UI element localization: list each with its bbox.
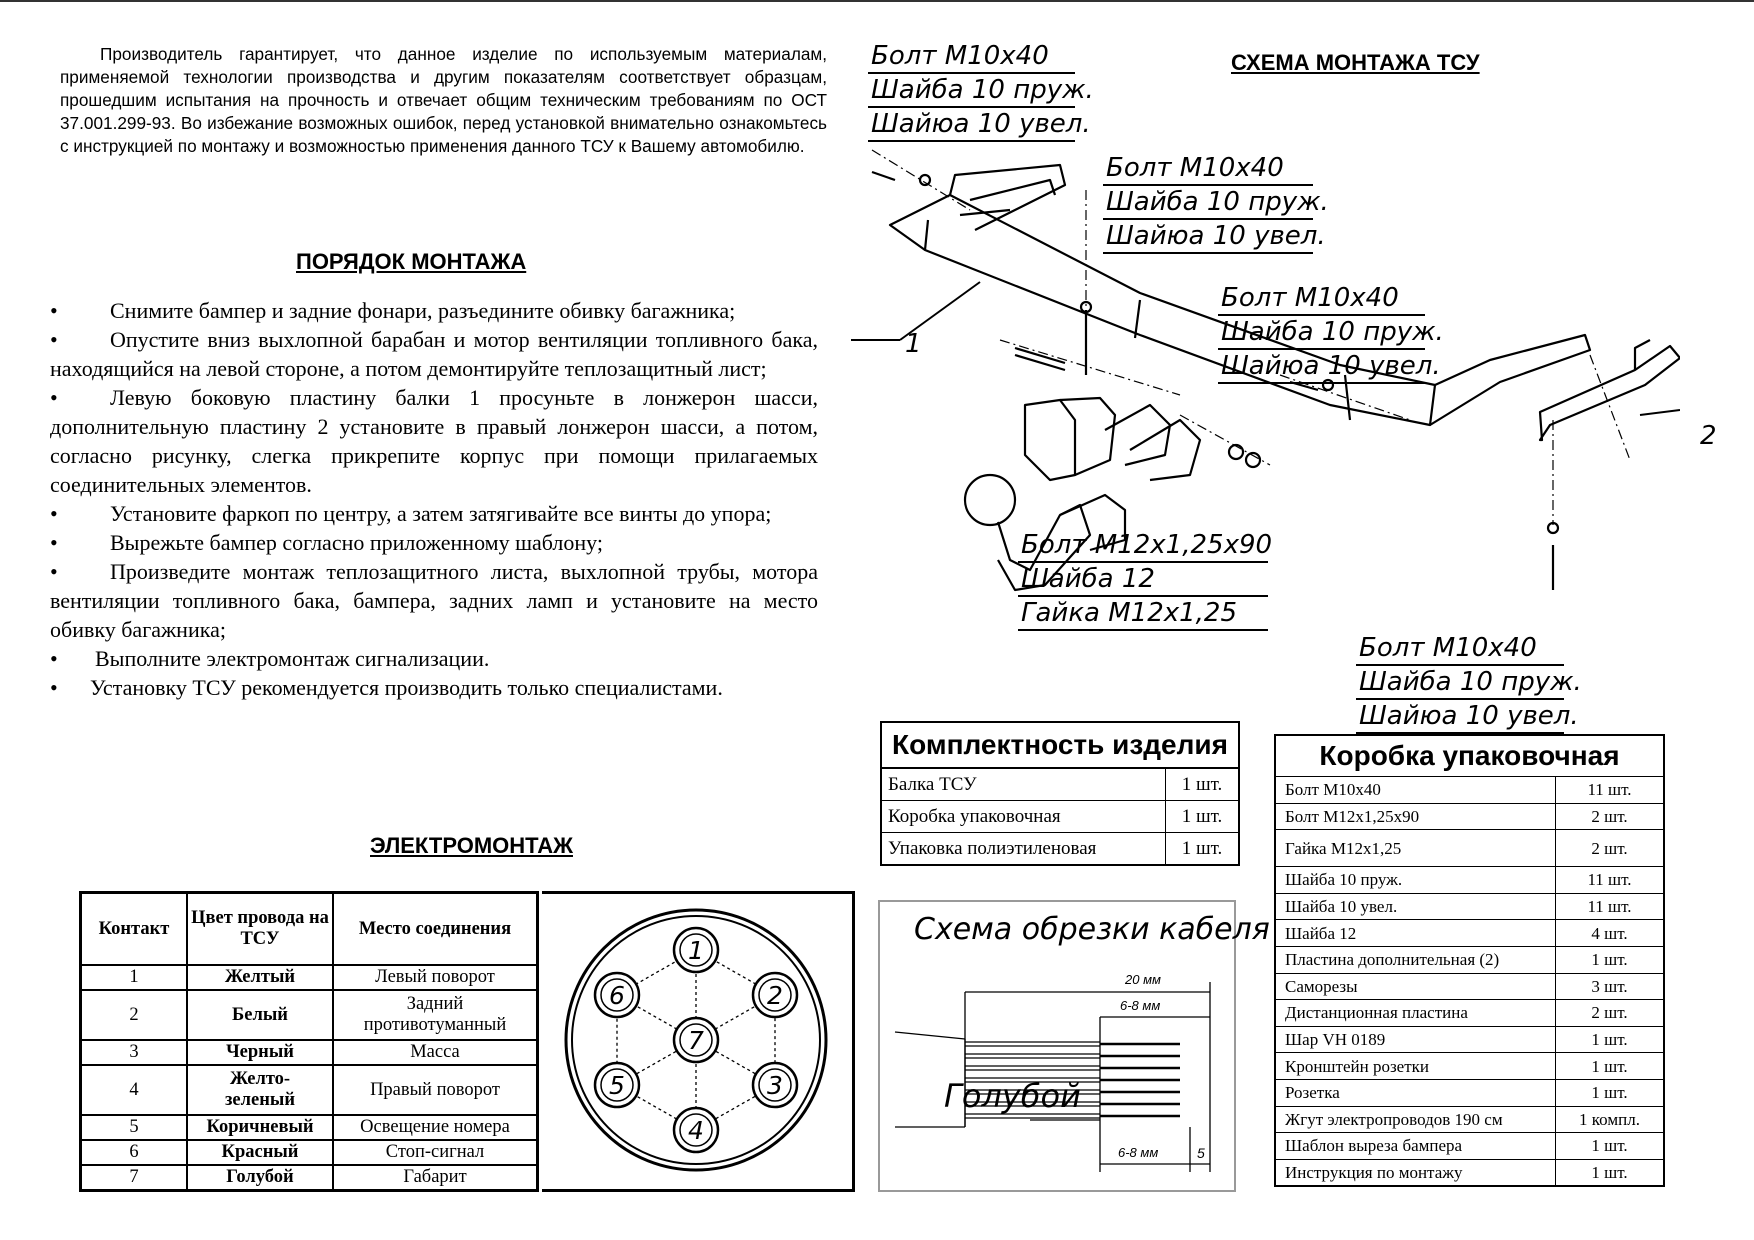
table-row: 6 Красный Стоп-сигнал: [81, 1140, 538, 1165]
callout-bolt-group-3: Болт М10х40 Шайба 10 пруж. Шайюа 10 увел.: [1218, 282, 1425, 384]
table-row: Болт М12х1,25х90 2 шт.: [1275, 803, 1664, 830]
table-row: Шайба 10 пруж. 11 шт.: [1275, 867, 1664, 894]
table-row: Дистанционная пластина 2 шт.: [1275, 1000, 1664, 1027]
callout-bolt-group-1: Болт М10х40 Шайба 10 пруж. Шайюа 10 увел.: [868, 40, 1075, 142]
table-title: Коробка упаковочная: [1275, 735, 1664, 777]
callout-bolt-group-m12: Болт М12х1,25х90 Шайба 12 Гайка М12х1,25: [1018, 529, 1268, 631]
assembly-heading: ПОРЯДОК МОНТАЖА: [296, 249, 527, 274]
table-row: Шар VH 0189 1 шт.: [1275, 1026, 1664, 1053]
intro-text: Производитель гарантирует, что данное изделие по используемым материалам, применяемой технологии производства и другим показателям соответствует образцам, прошедшим испытания на прочность и отвечает общим техническим требованиям по ОСТ 37.001.299-93. Во избежание возможных ошибок, перед установкой внимательно ознакомьтесь с инструкцией по монтажу и возможностью применения данного ТСУ к Вашему автомобилю.: [60, 44, 827, 156]
step-item: • Установите фаркоп по центру, а затем затягивайте все винты до упора;: [50, 501, 772, 526]
part-2-label: 2: [1700, 421, 1717, 451]
dim-68-bottom-label: 6-8 мм: [1118, 1145, 1159, 1160]
cable-title: Схема обрезки кабеля: [914, 912, 1270, 947]
table-row: 5 Коричневый Освещение номера: [81, 1115, 538, 1140]
hitch-mount-plate: [1025, 400, 1075, 480]
cable-cut-scheme: [878, 900, 1270, 1192]
pin-number: 4: [688, 1116, 704, 1145]
pin-number: 7: [688, 1026, 704, 1055]
bolt-left: [872, 172, 895, 180]
table-row: 3 Черный Масса: [81, 1040, 538, 1065]
table-title: Комплектность изделия: [881, 722, 1239, 768]
table-row: Жгут электропроводов 190 см 1 компл.: [1275, 1106, 1664, 1133]
top-rule: [0, 0, 1754, 2]
step-item: • Установку ТСУ рекомендуется производить только специалистами.: [50, 675, 723, 700]
socket-pinout-box: [542, 891, 855, 1192]
washer: [920, 175, 930, 185]
wire-color-label: Голубой: [944, 1077, 1081, 1115]
table-row: Инструкция по монтажу 1 шт.: [1275, 1159, 1664, 1186]
table-header: Контакт Цвет провода на ТСУ Место соединения: [81, 893, 538, 966]
table-row: 7 Голубой Габарит: [81, 1165, 538, 1190]
scheme-title: СХЕМА МОНТАЖА ТСУ: [1231, 50, 1480, 75]
table-row: Коробка упаковочная 1 шт.: [881, 801, 1239, 833]
callout-bolt-group-4: Болт М10х40 Шайба 10 пруж. Шайюа 10 увел.: [1356, 632, 1564, 734]
table-row: Гайка М12х1,25 2 шт.: [1275, 830, 1664, 867]
bolt-m12-edge: [1015, 348, 1065, 363]
step-item: • Снимите бампер и задние фонари, разъедините обивку багажника;: [50, 298, 736, 323]
table-row: 1 Желтый Левый поворот: [81, 965, 538, 990]
step-item: • Произведите монтаж теплозащитного листа, выхлопной трубы, мотора вентиляции топливного бака, бампера, задних ламп и установите на место обивку багажника;: [50, 559, 818, 642]
table-row: Пластина дополнительная (2) 1 шт.: [1275, 946, 1664, 973]
step-item: • Выполните электромонтаж сигнализации.: [50, 646, 490, 671]
pin-number: 3: [767, 1071, 783, 1100]
table-row: Шайба 10 увел. 11 шт.: [1275, 893, 1664, 920]
table-row: Болт М10х40 11 шт.: [1275, 777, 1664, 804]
step-item: • Вырежьте бампер согласно приложенному шаблону;: [50, 530, 603, 555]
warranty-intro: [60, 43, 827, 158]
step-item: • Опустите вниз выхлопной барабан и мотор вентиляции топливного бака, находящийся на левой стороне, а потом демонтируйте теплозащитный лист;: [50, 327, 818, 381]
wiring-table: [79, 891, 539, 1192]
table-row: 2 Белый Задний противотуманный: [81, 990, 538, 1040]
assembly-steps: [50, 296, 818, 702]
table-row: Балка ТСУ 1 шт.: [881, 768, 1239, 801]
pin-number: 5: [609, 1071, 625, 1100]
dim-5-label: 5: [1197, 1145, 1205, 1161]
pin-number: 2: [767, 981, 783, 1010]
dim-20-label: 20 мм: [1125, 972, 1161, 987]
kit-contents-table: [880, 721, 1240, 866]
beam-left-bracket: [925, 165, 1065, 250]
table-row: Кронштейн розетки 1 шт.: [1275, 1053, 1664, 1080]
callout-bolt-group-2: Болт М10х40 Шайба 10 пруж. Шайюа 10 увел.: [1103, 152, 1313, 254]
table-row: 4 Желто-зеленый Правый поворот: [81, 1065, 538, 1115]
table-row: Шаблон выреза бампера 1 шт.: [1275, 1133, 1664, 1160]
tow-ball: [965, 475, 1015, 525]
cable-drawing: [880, 902, 1236, 1192]
pins: [595, 928, 797, 1152]
nut: [1229, 445, 1243, 459]
table-row: Розетка 1 шт.: [1275, 1079, 1664, 1106]
table-row: Саморезы 3 шт.: [1275, 973, 1664, 1000]
table-row: Упаковка полиэтиленовая 1 шт.: [881, 833, 1239, 866]
part-1-label: 1: [905, 329, 922, 359]
dim-68-top-label: 6-8 мм: [1120, 998, 1161, 1013]
electro-heading: ЭЛЕКТРОМОНТАЖ: [370, 833, 573, 858]
box-contents-table: [1274, 734, 1665, 1187]
table-row: Шайба 12 4 шт.: [1275, 920, 1664, 947]
cable-sheath-top: [895, 1032, 965, 1039]
pin-number: 6: [609, 981, 625, 1010]
beam-right-bracket: [1430, 335, 1590, 425]
socket-pinout-diagram: [542, 894, 852, 1192]
pin-number: 1: [688, 936, 704, 965]
step-item: • Левую боковую пластину балки 1 просуньте в лонжерон шасси, дополнительную пластину 2 установите в правый лонжерон шасси, а потом, согласно рисунку, слегка прикрепите корпус при помощи прилагаемых соединительных элементов.: [50, 385, 818, 497]
